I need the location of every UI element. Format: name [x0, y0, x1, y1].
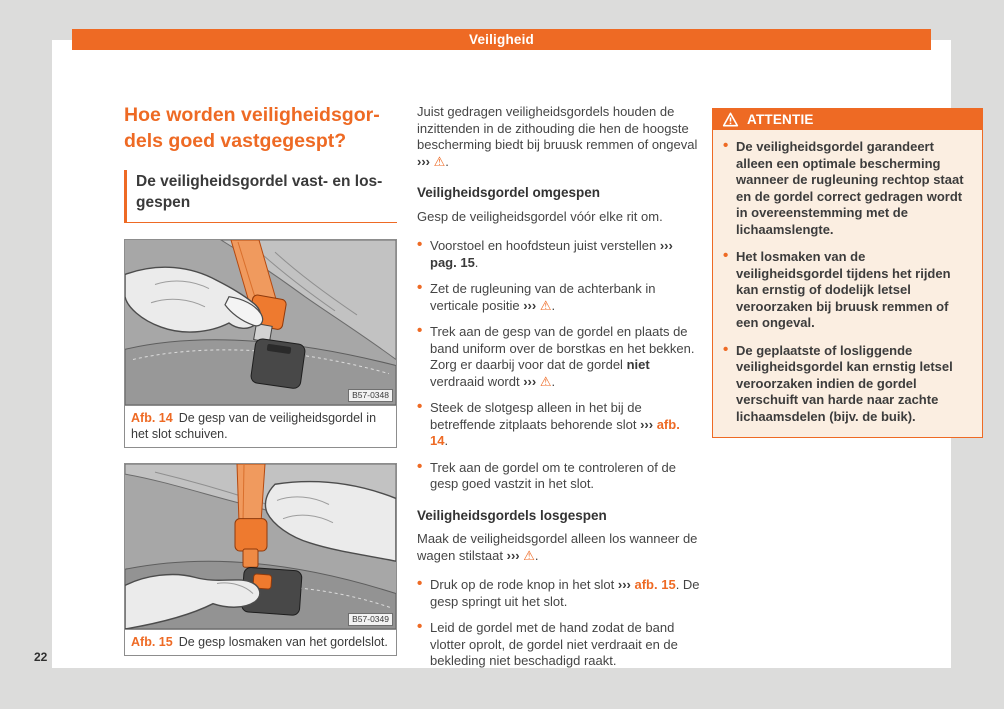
instruction-bullet [417, 400, 700, 450]
text-segment: ››› pag. 15 [430, 238, 673, 270]
seatbelt-buckle-release-drawing [125, 464, 396, 629]
warning-item: • De geplaatste of losliggende veiligheidsgordel kan ernstig letsel veroorzaken indien de gordel verschuift van harde naar zachte lichaamsdelen (bijv. de buik). [723, 343, 972, 426]
lead-paragraph [417, 209, 700, 226]
chapter-title: Veiligheid [468, 32, 535, 47]
warning-triangle-icon: ⚠ [539, 373, 552, 389]
instruction-bullet [417, 238, 700, 271]
subheading-fasten: Veiligheidsgordel omgespen [417, 185, 601, 200]
page-number: 22 [34, 650, 48, 664]
warning-triangle-icon [722, 112, 739, 127]
text-segment: . [474, 254, 479, 270]
middle-column [417, 104, 700, 680]
warning-triangle-icon: ⚠ [523, 547, 535, 563]
text-segment: . [551, 297, 556, 313]
text-segment: ››› [617, 577, 635, 592]
illustration-insert-buckle [125, 240, 396, 405]
manual-page [52, 40, 964, 668]
warning-triangle-icon: ⚠ [539, 297, 552, 313]
text-segment: Maak de veiligheidsgordel alleen los wanneer de wagen stilstaat [417, 531, 698, 563]
section-heading-line: De veiligheidsgordel vast- en los- [136, 173, 383, 190]
text-segment: Gesp de veiligheidsgordel vóór elke rit om. [417, 208, 663, 224]
article-title [124, 102, 397, 154]
subheading-release: Veiligheidsgordels losgespen [417, 507, 607, 523]
chapter-header-bar [72, 29, 931, 50]
text-segment: Voorstoel en hoofdsteun juist verstellen [430, 238, 660, 253]
text-segment: ››› [640, 416, 657, 432]
text-segment: ››› [523, 297, 540, 313]
section-heading-line: gespen [136, 194, 191, 211]
attention-title: ATTENTIE [747, 111, 814, 127]
instruction-bullet [417, 460, 700, 493]
intro-paragraph [417, 104, 700, 170]
cross-reference-link[interactable]: afb. 15 [634, 577, 676, 592]
text-segment: ››› [523, 373, 540, 389]
instruction-bullet [417, 620, 700, 670]
text-segment: . De gesp springt uit het slot. [430, 577, 700, 609]
text-segment: Leid de gordel met de hand zodat de band vlotter oprolt, de gordel niet verdraait en de bekleding niet beschadigd raakt. [430, 620, 678, 668]
warning-item: • Het losmaken van de veiligheidsgordel tijdens het rijden kan ernstig of dodelijk letsel veroorzaken bij bruusk remmen of een ongeval. [723, 249, 972, 332]
text-segment: . [444, 433, 449, 448]
warning-triangle-icon: ⚠ [433, 153, 446, 169]
text-segment: ››› [506, 547, 524, 563]
figure-caption [125, 405, 396, 447]
text-segment: ››› [417, 153, 434, 169]
warning-item: • De veiligheidsgordel garandeert alleen een optimale bescherming wanneer de rugleuning rechtop staat en de gordel correct gedragen wordt in overeenstemming met de lichaamslengte. [723, 139, 972, 238]
article-title-line: dels goed vastgegespt? [124, 130, 347, 152]
figure-caption-text: De gesp van de veiligheidsgordel in het slot schuiven. [131, 411, 377, 441]
image-code-label: B57-0349 [348, 613, 393, 626]
text-segment: niet [626, 357, 650, 372]
text-segment: Zet de rugleuning van de achterbank in verticale positie [430, 281, 656, 313]
text-segment: verdraaid wordt [430, 373, 524, 389]
release-instructions-list [417, 577, 700, 670]
text-segment: . [445, 153, 449, 169]
figure-caption [125, 629, 396, 655]
fasten-instructions-list [417, 238, 700, 493]
seatbelt-buckle-insert-drawing [125, 240, 396, 405]
figure-afb-15 [124, 463, 397, 656]
lead-paragraph [417, 531, 700, 564]
figure-number: Afb. 14 [131, 411, 173, 425]
text-segment: Trek aan de gesp van de gordel en plaats de band uniform over de borstkas en het bekken. Zorg er daarbij voor dat de gordel [430, 324, 695, 372]
illustration-release-buckle [125, 464, 396, 629]
attention-header [712, 108, 983, 130]
article-title-line: Hoe worden veiligheidsgor- [124, 104, 380, 126]
left-column [124, 102, 397, 670]
cross-reference-link[interactable]: afb. 14 [430, 416, 680, 448]
text-segment: Steek de slotgesp alleen in het bij de betreffende zitplaats behorende slot [430, 400, 642, 432]
figure-afb-14 [124, 239, 397, 448]
text-segment: Trek aan de gordel om te controleren of de gesp goed vastzit in het slot. [430, 459, 676, 491]
attention-warning-box [712, 108, 983, 438]
text-segment: Druk op de rode knop in het slot [430, 577, 618, 592]
image-code-label: B57-0348 [348, 389, 393, 402]
warning-list [723, 139, 972, 425]
text-segment: Juist gedragen veiligheidsgordels houden de inzittenden in de zithouding die hen de hoogste bescherming biedt bij bruusk remmen of ongeval [417, 104, 698, 152]
instruction-bullet [417, 324, 700, 390]
figure-caption-text: De gesp losmaken van het gordelslot. [178, 635, 388, 649]
instruction-bullet [417, 281, 700, 314]
attention-body [712, 130, 983, 438]
text-segment: . [551, 373, 556, 389]
instruction-bullet [417, 577, 700, 610]
section-heading [124, 170, 397, 223]
text-segment: . [534, 547, 539, 563]
figure-number: Afb. 15 [131, 635, 173, 649]
